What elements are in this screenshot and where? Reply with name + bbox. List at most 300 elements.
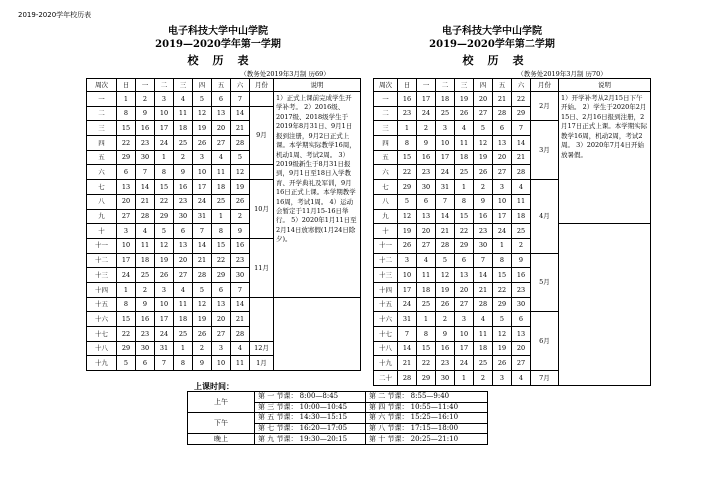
day-cell: 6 <box>493 121 512 136</box>
week-number: 十四 <box>87 282 117 297</box>
week-number: 十五 <box>374 297 398 312</box>
sem2-calendar-title: 校历表 <box>462 54 538 67</box>
day-cell: 25 <box>136 268 155 283</box>
week-number: 四 <box>374 136 398 151</box>
day-cell: 17 <box>455 341 474 356</box>
day-cell: 18 <box>455 150 474 165</box>
day-cell: 20 <box>212 312 231 327</box>
day-cell: 9 <box>474 194 493 209</box>
day-cell: 10 <box>155 106 174 121</box>
day-cell: 16 <box>174 180 193 195</box>
week-number: 七 <box>87 180 117 195</box>
week-number: 十 <box>374 224 398 239</box>
day-cell: 6 <box>136 356 155 371</box>
day-cell: 24 <box>117 268 136 283</box>
day-cell: 29 <box>398 180 417 195</box>
day-cell: 30 <box>436 371 455 386</box>
time-slot-label: 下午 <box>188 413 255 434</box>
column-header: 二 <box>155 79 174 92</box>
day-cell: 25 <box>417 297 436 312</box>
day-cell: 7 <box>474 253 493 268</box>
day-cell: 10 <box>455 327 474 342</box>
month-cell <box>250 92 274 107</box>
sem1-term: 2019—2020学年第一学期 <box>155 39 281 50</box>
day-cell: 20 <box>455 282 474 297</box>
day-cell: 6 <box>455 253 474 268</box>
day-cell: 9 <box>436 327 455 342</box>
day-cell: 2 <box>193 341 212 356</box>
day-cell: 14 <box>231 106 250 121</box>
day-cell: 29 <box>455 238 474 253</box>
day-cell: 14 <box>193 238 212 253</box>
day-cell: 7 <box>398 327 417 342</box>
day-cell: 19 <box>398 224 417 239</box>
day-cell: 27 <box>512 356 531 371</box>
month-cell: 1月 <box>250 356 274 371</box>
day-cell: 26 <box>193 136 212 151</box>
week-number: 十一 <box>87 238 117 253</box>
column-header: 六 <box>512 79 531 92</box>
day-cell: 11 <box>417 268 436 283</box>
day-cell: 18 <box>436 92 455 107</box>
day-cell: 30 <box>474 238 493 253</box>
day-cell: 24 <box>417 106 436 121</box>
day-cell: 14 <box>136 180 155 195</box>
day-cell: 8 <box>174 356 193 371</box>
day-cell: 16 <box>417 150 436 165</box>
day-cell: 15 <box>212 238 231 253</box>
day-cell: 18 <box>136 253 155 268</box>
day-cell: 20 <box>417 224 436 239</box>
week-number: 十七 <box>374 327 398 342</box>
day-cell: 6 <box>174 224 193 239</box>
day-cell: 22 <box>155 194 174 209</box>
column-header: 三 <box>455 79 474 92</box>
day-cell: 5 <box>398 194 417 209</box>
day-cell: 12 <box>193 106 212 121</box>
day-cell: 28 <box>193 268 212 283</box>
day-cell: 11 <box>174 106 193 121</box>
day-cell: 9 <box>174 165 193 180</box>
day-cell: 23 <box>136 136 155 151</box>
day-cell: 23 <box>436 356 455 371</box>
day-cell: 30 <box>512 297 531 312</box>
month-cell: 7月 <box>531 371 559 386</box>
class-time-row <box>188 434 488 445</box>
day-cell: 26 <box>231 194 250 209</box>
day-cell: 27 <box>417 238 436 253</box>
day-cell: 19 <box>155 253 174 268</box>
day-cell: 19 <box>493 341 512 356</box>
month-cell: 12月 <box>250 341 274 356</box>
day-cell: 15 <box>155 180 174 195</box>
period-time: 第 七 节课： 16:20—17:05 <box>255 423 366 434</box>
day-cell: 15 <box>398 150 417 165</box>
day-cell: 7 <box>512 121 531 136</box>
day-cell: 29 <box>512 106 531 121</box>
day-cell: 1 <box>117 92 136 107</box>
day-cell: 3 <box>398 253 417 268</box>
day-cell: 4 <box>212 150 231 165</box>
remarks-cell: 1）正式上课前完成学生开学补考。 2）2016级、2017级、2018级学生于2019年8月31日、9月1日报到注册，9月2日正式上课。本学期实际教学16周，机动1周、考试2周。 3）2019级新生于8月31日报到，9月1日至18日入学教育、开学典礼及军训，9月16日正式上课。本学期教学16周，考试1周。 4）运动会暂定于11月15-16日举行。 5）2020年1月11日至2月14日放寒假(1月24日除夕)。 <box>274 92 361 298</box>
week-number: 十三 <box>87 268 117 283</box>
day-cell: 1 <box>155 150 174 165</box>
week-number: 一 <box>374 92 398 107</box>
day-cell: 3 <box>193 150 212 165</box>
period-time: 第 一 节课： 8:00—8:45 <box>255 392 366 403</box>
day-cell: 23 <box>136 327 155 342</box>
day-cell: 5 <box>231 150 250 165</box>
sem2-term: 2019—2020学年第二学期 <box>429 39 555 50</box>
week-number: 八 <box>87 194 117 209</box>
day-cell: 8 <box>117 106 136 121</box>
day-cell: 5 <box>193 282 212 297</box>
day-cell: 14 <box>474 268 493 283</box>
day-cell: 7 <box>193 224 212 239</box>
day-cell: 2 <box>436 312 455 327</box>
day-cell: 16 <box>512 268 531 283</box>
page-caption: 2019-2020学年校历表 <box>18 11 92 19</box>
day-cell: 1 <box>212 209 231 224</box>
day-cell: 21 <box>398 356 417 371</box>
day-cell: 22 <box>117 136 136 151</box>
day-cell: 4 <box>512 180 531 195</box>
day-cell: 28 <box>231 327 250 342</box>
day-cell: 22 <box>493 282 512 297</box>
week-number: 十六 <box>87 312 117 327</box>
day-cell: 26 <box>398 238 417 253</box>
day-cell: 10 <box>493 194 512 209</box>
day-cell: 11 <box>455 136 474 151</box>
day-cell: 24 <box>155 327 174 342</box>
sem1-calendar-title: 校历表 <box>187 54 263 67</box>
day-cell: 4 <box>136 224 155 239</box>
day-cell: 23 <box>174 194 193 209</box>
column-header: 六 <box>231 79 250 92</box>
day-cell: 30 <box>417 180 436 195</box>
day-cell: 9 <box>417 136 436 151</box>
day-cell: 3 <box>212 341 231 356</box>
period-time: 第 二 节课： 8:55—9:40 <box>366 392 488 403</box>
day-cell: 27 <box>117 209 136 224</box>
day-cell: 21 <box>436 224 455 239</box>
day-cell: 9 <box>193 356 212 371</box>
week-number: 二十 <box>374 371 398 386</box>
day-cell: 29 <box>155 209 174 224</box>
day-cell: 17 <box>436 150 455 165</box>
month-cell <box>250 297 274 341</box>
day-cell: 18 <box>474 341 493 356</box>
day-cell: 27 <box>493 165 512 180</box>
day-cell: 27 <box>174 268 193 283</box>
semester2-calendar-table <box>373 78 651 386</box>
week-number: 五 <box>87 150 117 165</box>
day-cell: 4 <box>231 341 250 356</box>
period-time: 第 十 节课： 20:25—21:10 <box>366 434 488 445</box>
day-cell: 29 <box>117 150 136 165</box>
period-time: 第 八 节课： 17:15—18:00 <box>366 423 488 434</box>
day-cell: 2 <box>231 209 250 224</box>
week-number: 十九 <box>374 356 398 371</box>
day-cell: 26 <box>474 165 493 180</box>
column-header: 日 <box>117 79 136 92</box>
day-cell: 2 <box>474 180 493 195</box>
week-number: 十七 <box>87 327 117 342</box>
day-cell: 13 <box>455 268 474 283</box>
day-cell: 7 <box>231 92 250 107</box>
month-cell: 2月 <box>531 92 559 121</box>
week-number: 十八 <box>374 341 398 356</box>
day-cell: 17 <box>193 180 212 195</box>
remarks-empty <box>274 297 361 370</box>
day-cell: 31 <box>193 209 212 224</box>
day-cell: 5 <box>193 92 212 107</box>
day-cell: 12 <box>398 209 417 224</box>
day-cell: 6 <box>212 282 231 297</box>
day-cell: 2 <box>417 121 436 136</box>
column-header: 一 <box>417 79 436 92</box>
week-number: 十九 <box>87 356 117 371</box>
week-number: 十六 <box>374 312 398 327</box>
day-cell: 9 <box>136 106 155 121</box>
day-cell: 2 <box>136 282 155 297</box>
day-cell: 5 <box>155 224 174 239</box>
day-cell: 1 <box>455 180 474 195</box>
period-time: 第 六 节课： 15:25—16:10 <box>366 413 488 424</box>
column-header: 四 <box>474 79 493 92</box>
day-cell: 10 <box>398 268 417 283</box>
week-number: 二 <box>87 106 117 121</box>
day-cell: 22 <box>455 224 474 239</box>
day-cell: 30 <box>174 209 193 224</box>
day-cell: 19 <box>193 312 212 327</box>
month-cell: 6月 <box>531 312 559 371</box>
day-cell: 30 <box>136 341 155 356</box>
day-cell: 14 <box>398 341 417 356</box>
day-cell: 26 <box>155 268 174 283</box>
day-cell: 12 <box>436 268 455 283</box>
week-row <box>87 92 361 107</box>
day-cell: 16 <box>474 209 493 224</box>
day-cell: 1 <box>455 371 474 386</box>
day-cell: 18 <box>212 180 231 195</box>
day-cell: 29 <box>493 297 512 312</box>
day-cell: 12 <box>493 327 512 342</box>
day-cell: 22 <box>417 356 436 371</box>
day-cell: 28 <box>231 136 250 151</box>
day-cell: 8 <box>117 297 136 312</box>
day-cell: 4 <box>455 121 474 136</box>
week-number: 一 <box>87 92 117 107</box>
day-cell: 19 <box>436 282 455 297</box>
day-cell: 2 <box>174 150 193 165</box>
day-cell: 18 <box>417 282 436 297</box>
day-cell: 26 <box>493 356 512 371</box>
sem1-issue-note: （教务处2019年3月制 历69） <box>240 70 330 78</box>
day-cell: 21 <box>512 150 531 165</box>
day-cell: 16 <box>436 341 455 356</box>
day-cell: 20 <box>493 150 512 165</box>
column-header: 周次 <box>374 79 398 92</box>
remarks-cell: 1）开学补考从2月15日下午开始。 2）学生于2020年2月15日、2月16日报到注册，2月17日正式上课。本学期实际教学16周，机动2周，考试2周。 3）2020年7月4日开始放暑假。 <box>559 92 651 224</box>
day-cell: 24 <box>155 136 174 151</box>
week-number: 六 <box>374 165 398 180</box>
period-time: 第 四 节课： 10:55—11:40 <box>366 402 488 413</box>
day-cell: 21 <box>193 253 212 268</box>
day-cell: 4 <box>174 92 193 107</box>
day-cell: 6 <box>417 194 436 209</box>
day-cell: 28 <box>512 165 531 180</box>
week-row <box>87 297 361 312</box>
day-cell: 25 <box>174 136 193 151</box>
day-cell: 28 <box>493 106 512 121</box>
day-cell: 3 <box>117 224 136 239</box>
sem2-university: 电子科技大学中山学院 <box>442 26 542 37</box>
day-cell: 11 <box>231 356 250 371</box>
day-cell: 13 <box>212 297 231 312</box>
day-cell: 2 <box>512 238 531 253</box>
day-cell: 23 <box>231 253 250 268</box>
day-cell: 12 <box>474 136 493 151</box>
day-cell: 23 <box>512 282 531 297</box>
class-time-row <box>188 413 488 424</box>
day-cell: 24 <box>436 165 455 180</box>
day-cell: 8 <box>398 136 417 151</box>
day-cell: 6 <box>117 165 136 180</box>
day-cell: 29 <box>117 341 136 356</box>
day-cell: 24 <box>455 356 474 371</box>
day-cell: 14 <box>436 209 455 224</box>
day-cell: 23 <box>398 106 417 121</box>
day-cell: 13 <box>212 106 231 121</box>
column-header: 说明 <box>559 79 651 92</box>
day-cell: 28 <box>398 371 417 386</box>
day-cell: 12 <box>193 297 212 312</box>
day-cell: 12 <box>155 238 174 253</box>
day-cell: 3 <box>493 180 512 195</box>
day-cell: 31 <box>155 341 174 356</box>
day-cell: 13 <box>512 327 531 342</box>
day-cell: 19 <box>474 150 493 165</box>
day-cell: 17 <box>493 209 512 224</box>
day-cell: 11 <box>136 238 155 253</box>
day-cell: 21 <box>136 194 155 209</box>
day-cell: 4 <box>417 253 436 268</box>
day-cell: 5 <box>117 356 136 371</box>
day-cell: 15 <box>493 268 512 283</box>
week-number: 十二 <box>374 253 398 268</box>
day-cell: 23 <box>474 224 493 239</box>
day-cell: 5 <box>493 312 512 327</box>
day-cell: 22 <box>117 327 136 342</box>
sem2-issue-note: （教务处2019年3月制 历70） <box>517 70 607 78</box>
day-cell: 31 <box>436 180 455 195</box>
column-header: 月份 <box>531 79 559 92</box>
column-header: 二 <box>436 79 455 92</box>
day-cell: 27 <box>474 106 493 121</box>
day-cell: 8 <box>155 165 174 180</box>
month-cell: 3月 <box>531 121 559 180</box>
month-cell <box>250 165 274 180</box>
day-cell: 2 <box>136 92 155 107</box>
day-cell: 30 <box>231 268 250 283</box>
day-cell: 26 <box>193 327 212 342</box>
day-cell: 7 <box>155 356 174 371</box>
day-cell: 1 <box>117 282 136 297</box>
week-number: 十五 <box>87 297 117 312</box>
day-cell: 2 <box>474 371 493 386</box>
day-cell: 11 <box>174 297 193 312</box>
day-cell: 30 <box>136 150 155 165</box>
remarks-empty <box>559 224 651 386</box>
week-number: 三 <box>374 121 398 136</box>
day-cell: 16 <box>398 92 417 107</box>
day-cell: 10 <box>212 356 231 371</box>
day-cell: 17 <box>155 312 174 327</box>
day-cell: 15 <box>417 341 436 356</box>
day-cell: 10 <box>117 238 136 253</box>
day-cell: 3 <box>455 312 474 327</box>
day-cell: 27 <box>455 297 474 312</box>
month-cell: 9月 <box>250 106 274 165</box>
day-cell: 26 <box>455 106 474 121</box>
week-number: 四 <box>87 136 117 151</box>
week-number: 十三 <box>374 268 398 283</box>
day-cell: 4 <box>474 312 493 327</box>
day-cell: 17 <box>417 92 436 107</box>
day-cell: 8 <box>455 194 474 209</box>
column-header: 日 <box>398 79 417 92</box>
day-cell: 5 <box>436 253 455 268</box>
period-time: 第 五 节课： 14:30—15:15 <box>255 413 366 424</box>
day-cell: 8 <box>212 224 231 239</box>
day-cell: 20 <box>512 341 531 356</box>
day-cell: 7 <box>231 282 250 297</box>
day-cell: 16 <box>136 121 155 136</box>
sem1-university: 电子科技大学中山学院 <box>168 26 268 37</box>
day-cell: 19 <box>231 180 250 195</box>
day-cell: 28 <box>474 297 493 312</box>
day-cell: 1 <box>174 341 193 356</box>
week-row <box>374 92 651 107</box>
day-cell: 6 <box>212 92 231 107</box>
class-times-table <box>187 391 488 445</box>
time-slot-label: 晚上 <box>188 434 255 445</box>
column-header: 五 <box>493 79 512 92</box>
week-number: 五 <box>374 150 398 165</box>
day-cell: 1 <box>398 121 417 136</box>
day-cell: 26 <box>436 297 455 312</box>
day-cell: 3 <box>493 371 512 386</box>
day-cell: 22 <box>212 253 231 268</box>
column-header: 四 <box>193 79 212 92</box>
day-cell: 3 <box>436 121 455 136</box>
class-time-row <box>188 392 488 403</box>
day-cell: 11 <box>474 327 493 342</box>
month-cell: 4月 <box>531 180 559 253</box>
day-cell: 4 <box>512 371 531 386</box>
day-cell: 3 <box>155 92 174 107</box>
day-cell: 4 <box>174 282 193 297</box>
day-cell: 22 <box>512 92 531 107</box>
day-cell: 31 <box>398 312 417 327</box>
column-header: 月份 <box>250 79 274 92</box>
week-number: 十八 <box>87 341 117 356</box>
day-cell: 27 <box>212 136 231 151</box>
day-cell: 9 <box>231 224 250 239</box>
day-cell: 8 <box>493 253 512 268</box>
day-cell: 13 <box>417 209 436 224</box>
